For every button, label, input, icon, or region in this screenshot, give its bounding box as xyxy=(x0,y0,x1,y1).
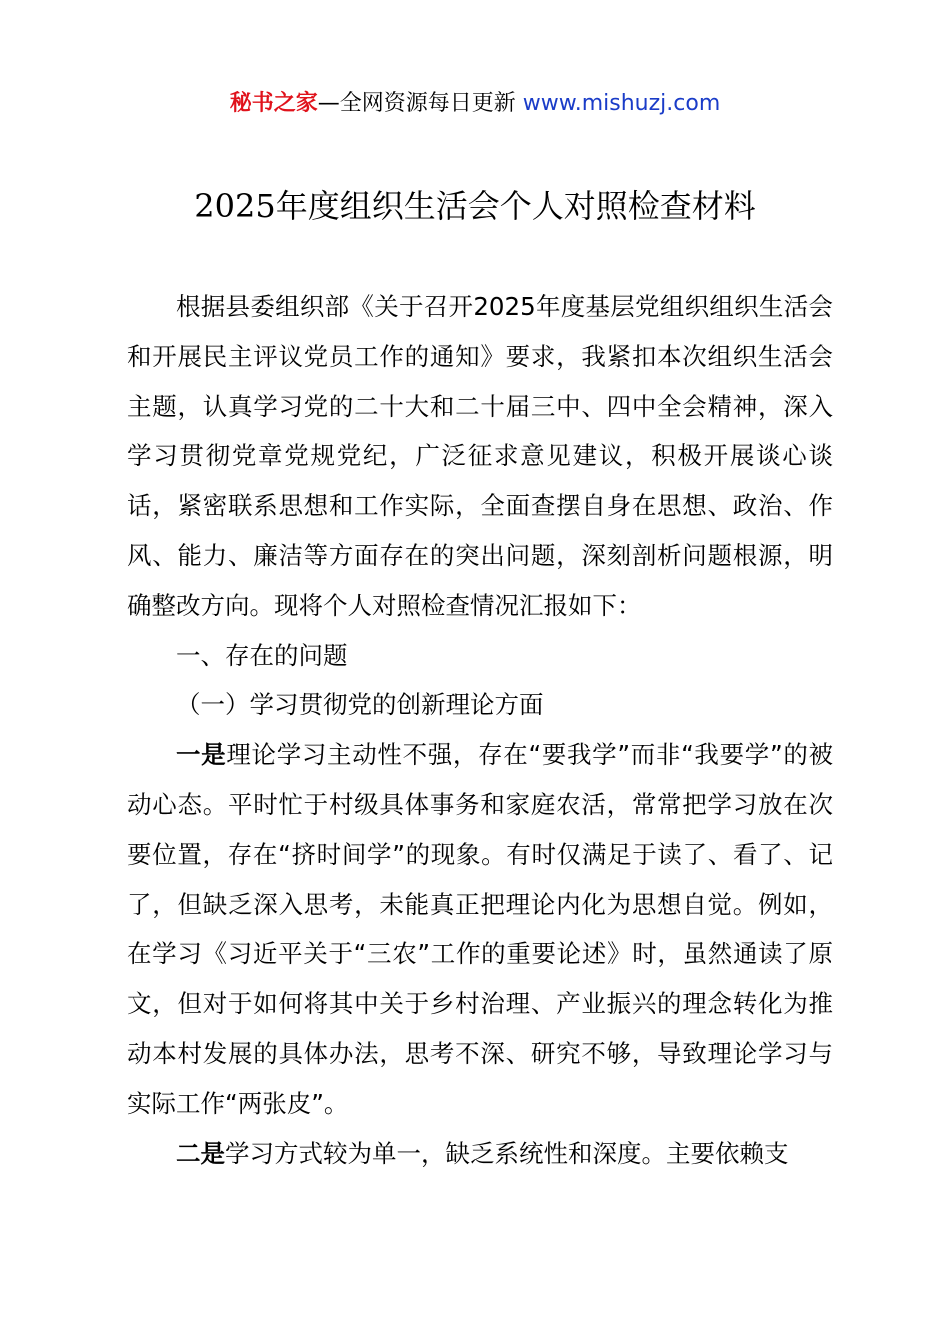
intro-paragraph: 根据县委组织部《关于召开2025年度基层党组织组织生活会和开展民主评议党员工作的通知》要求，我紧扣本次组织生活会主题，认真学习党的二十大和二十届三中、四中全会精神，深入学习贯彻党章党规党纪，广泛征求意见建议，积极开展谈心谈话，紧密联系思想和工作实际，全面查摆自身在思想、政治、作风、能力、廉洁等方面存在的突出问题，深刻剖析问题根源，明确整改方向。现将个人对照检查情况汇报如下： xyxy=(127,292,833,620)
header-tagline: —全网资源每日更新 xyxy=(317,91,523,116)
item-2-lead: 二是 xyxy=(176,1138,225,1168)
document-body xyxy=(127,282,833,1178)
subsection-heading: （一）学习贯彻党的创新理论方面 xyxy=(176,690,544,720)
site-url-link[interactable]: www.mishuzj.com xyxy=(522,91,721,116)
item-2-text: 学习方式较为单一，缺乏系统性和深度。主要依赖支 xyxy=(225,1138,789,1168)
section-heading: 一、存在的问题 xyxy=(176,640,348,670)
item-1-lead: 一是 xyxy=(176,740,227,770)
site-header xyxy=(0,88,950,120)
document-title: 2025年度组织生活会个人对照检查材料 xyxy=(194,187,756,225)
item-paragraph-2 xyxy=(127,1129,833,1179)
brand-name: 秘书之家 xyxy=(229,91,318,116)
item-paragraph-1 xyxy=(127,730,833,1128)
item-1-text: 理论学习主动性不强，存在“要我学”而非“我要学”的被动心态。平时忙于村级具体事务和家庭农活，常常把学习放在次要位置，存在“挤时间学”的现象。有时仅满足于读了、看了、记了，但缺乏深入思考，未能真正把理论内化为思想自觉。例如，在学习《习近平关于“三农”工作的重要论述》时，虽然通读了原文，但对于如何将其中关于乡村治理、产业振兴的理念转化为推动本村发展的具体办法，思考不深、研究不够，导致理论学习与实际工作“两张皮”。 xyxy=(127,740,833,1118)
